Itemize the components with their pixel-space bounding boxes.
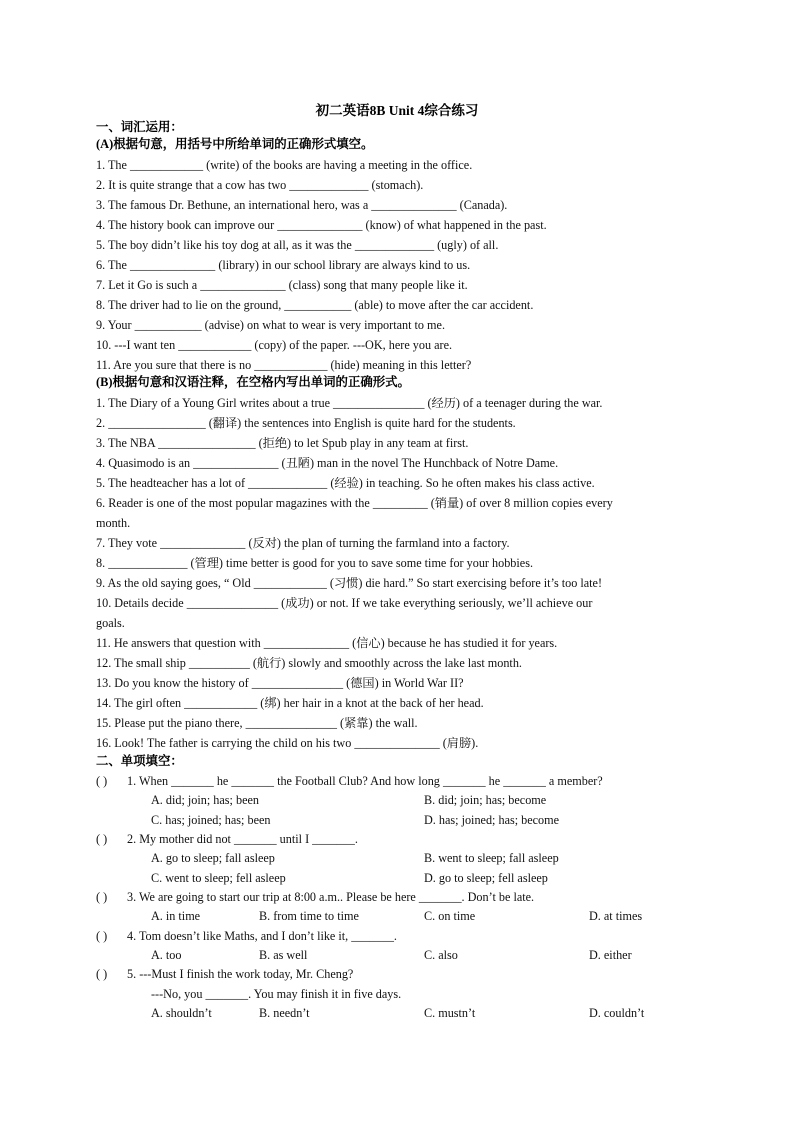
partB-heading: (B)根据句意和汉语注释，在空格内写出单词的正确形式。 [96, 375, 410, 389]
mc-4-option-c: C. also [424, 948, 458, 962]
partA-item-9: 9. Your ___________ (advise) on what to wear is very important to me. [96, 318, 445, 332]
mc-question-1: 1. When _______ he _______ the Football Club? And how long _______ he _______ a member? [127, 774, 603, 788]
partB-item-2: 2. ________________ (翻译) the sentences into English is quite hard for the students. [96, 416, 516, 430]
mc-3-option-b: B. from time to time [259, 909, 359, 923]
partB-item-5: 5. The headteacher has a lot of _____________ (经验) in teaching. So he often makes his class active. [96, 476, 595, 490]
section2-heading: 二、单项填空： [96, 754, 183, 768]
mc-2-option-b: B. went to sleep; fall asleep [424, 851, 559, 865]
partB-item-15: 15. Please put the piano there, _______________ (紧靠) the wall. [96, 716, 418, 730]
partA-item-5: 5. The boy didn’t like his toy dog at all, as it was the _____________ (ugly) of all. [96, 238, 499, 252]
mc-1-option-d: D. has; joined; has; become [424, 813, 560, 827]
answer-paren-4: ( ) [96, 929, 108, 943]
partA-item-10: 10. ---I want ten ____________ (copy) of the paper. ---OK, here you are. [96, 338, 453, 352]
partB-item-6: 6. Reader is one of the most popular magazines with the _________ (销量) of over 8 million copies every [96, 496, 613, 510]
partB-item-9: 9. As the old saying goes, “ Old ____________ (习惯) die hard.” So start exercising before it’s too late! [96, 576, 603, 590]
mc-2-option-a: A. go to sleep; fall asleep [151, 851, 275, 865]
mc-3-option-c: C. on time [424, 909, 476, 923]
partA-item-1: 1. The ____________ (write) of the books are having a meeting in the office. [96, 158, 473, 172]
partA-item-3: 3. The famous Dr. Bethune, an international hero, was a ______________ (Canada). [96, 198, 508, 212]
partB-item-12: 12. The small ship __________ (航行) slowly and smoothly across the lake last month. [96, 656, 522, 670]
mc-3-option-d: D. at times [589, 909, 643, 923]
partB-item-3: 3. The NBA ________________ (拒绝) to let Spub play in any team at first. [96, 436, 469, 450]
partB-item-10: 10. Details decide _______________ (成功) or not. If we take everything seriously, we’ll achieve our [96, 596, 593, 610]
mc-question-3: 3. We are going to start our trip at 8:00 a.m.. Please be here _______. Don’t be late. [127, 890, 535, 904]
partA-item-7: 7. Let it Go is such a ______________ (class) song that many people like it. [96, 278, 468, 292]
answer-paren-1: ( ) [96, 774, 108, 788]
mc-5-option-d: D. couldn’t [589, 1006, 645, 1020]
mc-question-5: 5. ---Must I finish the work today, Mr. Cheng? [127, 967, 354, 981]
mc-1-option-b: B. did; join; has; become [424, 793, 547, 807]
mc-4-option-d: D. either [589, 948, 632, 962]
partA-item-11: 11. Are you sure that there is no ____________ (hide) meaning in this letter? [96, 358, 472, 372]
answer-paren-5: ( ) [96, 967, 108, 981]
partB-item-8: 8. _____________ (管理) time better is good for you to save some time for your hobbies. [96, 556, 533, 570]
section1-heading: 一、词汇运用： [96, 120, 183, 134]
mc-5-option-c: C. mustn’t [424, 1006, 476, 1020]
mc-1-option-a: A. did; join; has; been [151, 793, 259, 807]
partA-item-4: 4. The history book can improve our ______________ (know) of what happened in the past. [96, 218, 547, 232]
partB-item-10-cont: goals. [96, 616, 125, 630]
mc-5-option-b: B. needn’t [259, 1006, 310, 1020]
partA-item-6: 6. The ______________ (library) in our school library are always kind to us. [96, 258, 471, 272]
mc-2-option-c: C. went to sleep; fell asleep [151, 871, 286, 885]
partA-heading: (A)根据句意，用括号中所给单词的正确形式填空。 [96, 137, 374, 151]
mc-2-option-d: D. go to sleep; fell asleep [424, 871, 548, 885]
partB-item-14: 14. The girl often ____________ (绑) her hair in a knot at the back of her head. [96, 696, 484, 710]
mc-question-5-reply: ---No, you _______. You may finish it in five days. [151, 987, 402, 1001]
mc-1-option-c: C. has; joined; has; been [151, 813, 271, 827]
partA-item-2: 2. It is quite strange that a cow has two _____________ (stomach). [96, 178, 424, 192]
mc-3-option-a: A. in time [151, 909, 201, 923]
answer-paren-2: ( ) [96, 832, 108, 846]
mc-question-4: 4. Tom doesn’t like Maths, and I don’t like it, _______. [127, 929, 397, 943]
partB-item-11: 11. He answers that question with ______________ (信心) because he has studied it for years. [96, 636, 558, 650]
mc-4-option-b: B. as well [259, 948, 308, 962]
mc-4-option-a: A. too [151, 948, 182, 962]
partB-item-13: 13. Do you know the history of _______________ (德国) in World War II? [96, 676, 464, 690]
mc-5-option-a: A. shouldn’t [151, 1006, 212, 1020]
partA-item-8: 8. The driver had to lie on the ground, ___________ (able) to move after the car accident. [96, 298, 534, 312]
page-title: 初二英语8B Unit 4综合练习 [315, 103, 479, 118]
mc-question-2: 2. My mother did not _______ until I _______. [127, 832, 358, 846]
partB-item-6-cont: month. [96, 516, 131, 530]
partB-item-1: 1. The Diary of a Young Girl writes about a true _______________ (经历) of a teenager during the war. [96, 396, 603, 410]
partB-item-16: 16. Look! The father is carrying the child on his two ______________ (肩膀). [96, 736, 479, 750]
partB-item-4: 4. Quasimodo is an ______________ (丑陋) man in the novel The Hunchback of Notre Dame. [96, 456, 559, 470]
answer-paren-3: ( ) [96, 890, 108, 904]
partB-item-7: 7. They vote ______________ (反对) the plan of turning the farmland into a factory. [96, 536, 510, 550]
